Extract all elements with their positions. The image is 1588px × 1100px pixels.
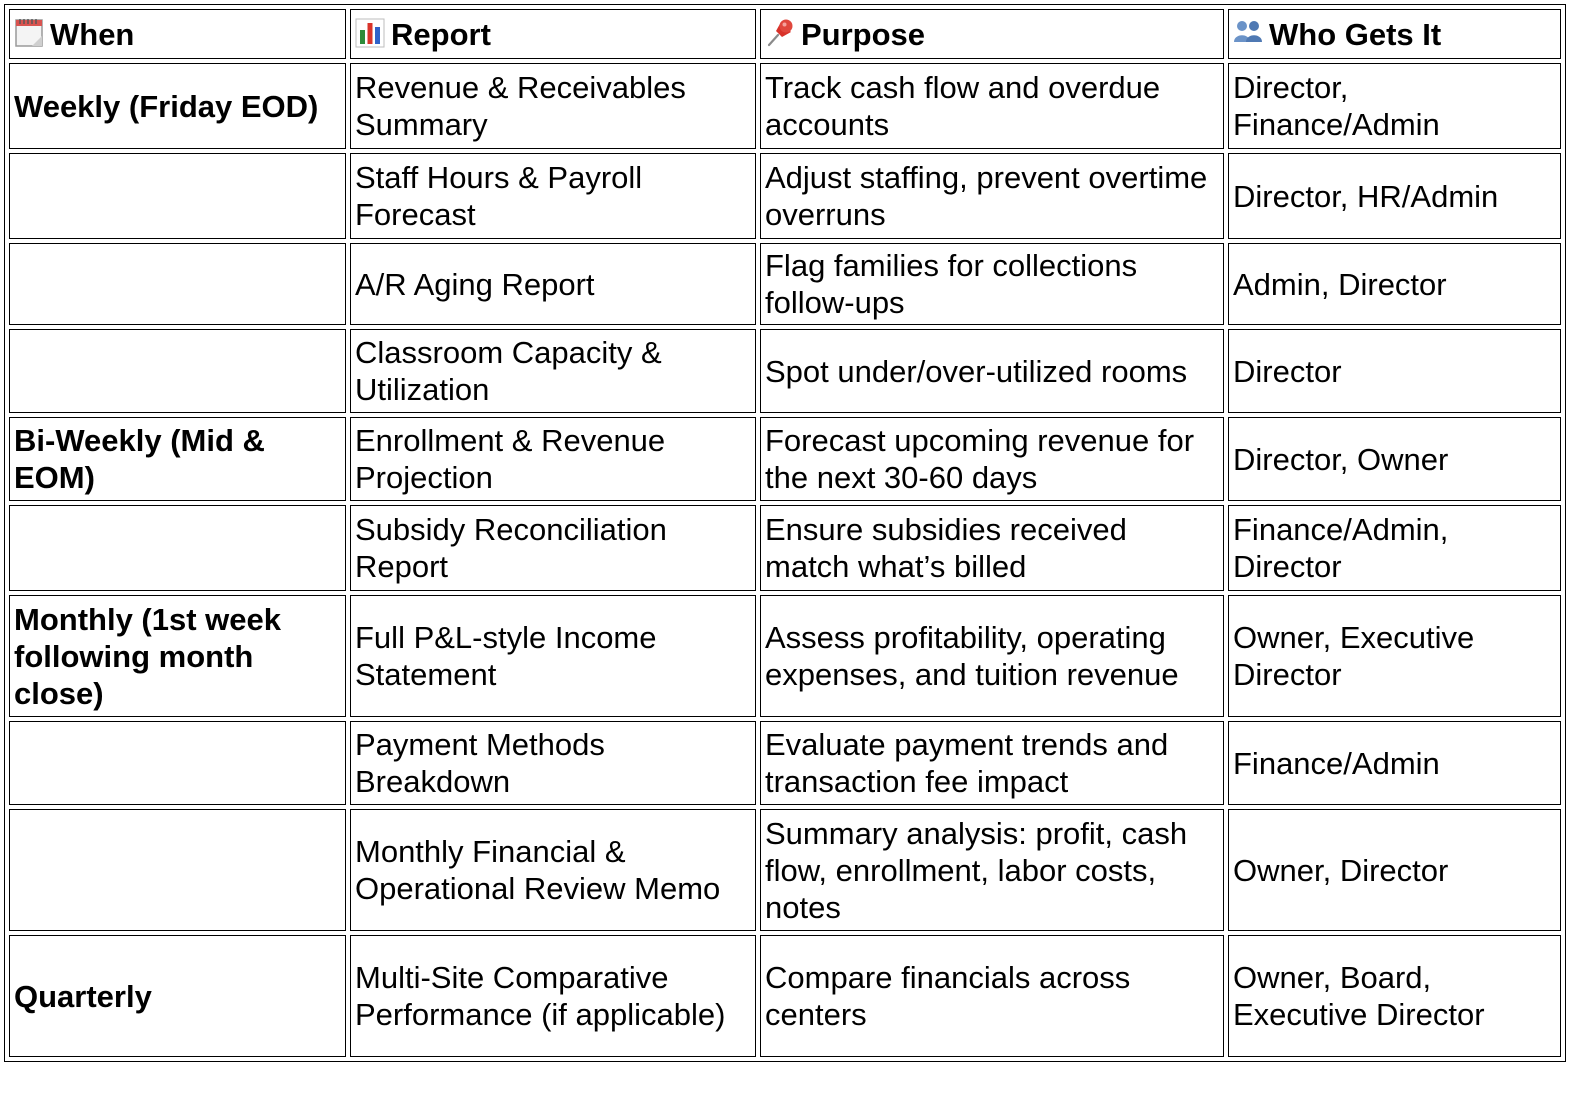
table-row [9, 63, 1561, 149]
header-row [9, 9, 1561, 59]
cell-report: Enrollment & Revenue Projection [350, 417, 756, 501]
header-who-label: Who Gets It [1269, 16, 1442, 52]
header-when-label: When [50, 16, 135, 52]
cell-purpose: Spot under/over-utilized rooms [760, 329, 1224, 413]
cell-when: Quarterly [9, 935, 346, 1057]
cell-purpose: Compare financials across centers [760, 935, 1224, 1057]
cell-when [9, 243, 346, 325]
cell-purpose: Forecast upcoming revenue for the next 30-60 days [760, 417, 1224, 501]
cell-who: Owner, Board, Executive Director [1228, 935, 1561, 1057]
cell-who: Admin, Director [1228, 243, 1561, 325]
cell-report: Staff Hours & Payroll Forecast [350, 153, 756, 239]
reporting-schedule-table [4, 4, 1566, 1062]
cell-report: Full P&L-style Income Statement [350, 595, 756, 717]
cell-report: Subsidy Reconciliation Report [350, 505, 756, 591]
cell-purpose: Evaluate payment trends and transaction fee impact [760, 721, 1224, 805]
header-report [350, 9, 756, 59]
cell-who: Director, Finance/Admin [1228, 63, 1561, 149]
cell-report: Multi-Site Comparative Performance (if applicable) [350, 935, 756, 1057]
header-purpose [760, 9, 1224, 59]
cell-purpose: Summary analysis: profit, cash flow, enrollment, labor costs, notes [760, 809, 1224, 931]
header-who [1228, 9, 1561, 59]
table-row [9, 721, 1561, 805]
cell-when [9, 329, 346, 413]
table-row [9, 809, 1561, 931]
cell-when: Bi-Weekly (Mid & EOM) [9, 417, 346, 501]
table-row [9, 595, 1561, 717]
cell-when: Weekly (Friday EOD) [9, 63, 346, 149]
header-when [9, 9, 346, 59]
cell-when [9, 721, 346, 805]
cell-who: Owner, Director [1228, 809, 1561, 931]
cell-who: Finance/Admin, Director [1228, 505, 1561, 591]
cell-report: Monthly Financial & Operational Review Memo [350, 809, 756, 931]
cell-who: Owner, Executive Director [1228, 595, 1561, 717]
cell-purpose: Flag families for collections follow-ups [760, 243, 1224, 325]
cell-when [9, 153, 346, 239]
cell-report: Revenue & Receivables Summary [350, 63, 756, 149]
cell-when [9, 809, 346, 931]
table-row [9, 329, 1561, 413]
bar-chart-icon [355, 18, 385, 48]
cell-purpose: Assess profitability, operating expenses, and tuition revenue [760, 595, 1224, 717]
cell-when: Monthly (1st week following month close) [9, 595, 346, 717]
cell-report: Classroom Capacity & Utilization [350, 329, 756, 413]
cell-report: A/R Aging Report [350, 243, 756, 325]
table-row [9, 935, 1561, 1057]
table-row [9, 153, 1561, 239]
cell-purpose: Track cash flow and overdue accounts [760, 63, 1224, 149]
cell-who: Director [1228, 329, 1561, 413]
table-row [9, 417, 1561, 501]
header-report-label: Report [391, 16, 491, 52]
cell-purpose: Ensure subsidies received match what’s billed [760, 505, 1224, 591]
calendar-icon [14, 18, 44, 48]
cell-who: Director, HR/Admin [1228, 153, 1561, 239]
cell-when [9, 505, 346, 591]
table-row [9, 243, 1561, 325]
cell-purpose: Adjust staffing, prevent overtime overruns [760, 153, 1224, 239]
cell-who: Finance/Admin [1228, 721, 1561, 805]
pushpin-icon [765, 18, 795, 48]
header-purpose-label: Purpose [801, 16, 926, 52]
table-row [9, 505, 1561, 591]
people-icon [1233, 18, 1263, 48]
cell-report: Payment Methods Breakdown [350, 721, 756, 805]
cell-who: Director, Owner [1228, 417, 1561, 501]
